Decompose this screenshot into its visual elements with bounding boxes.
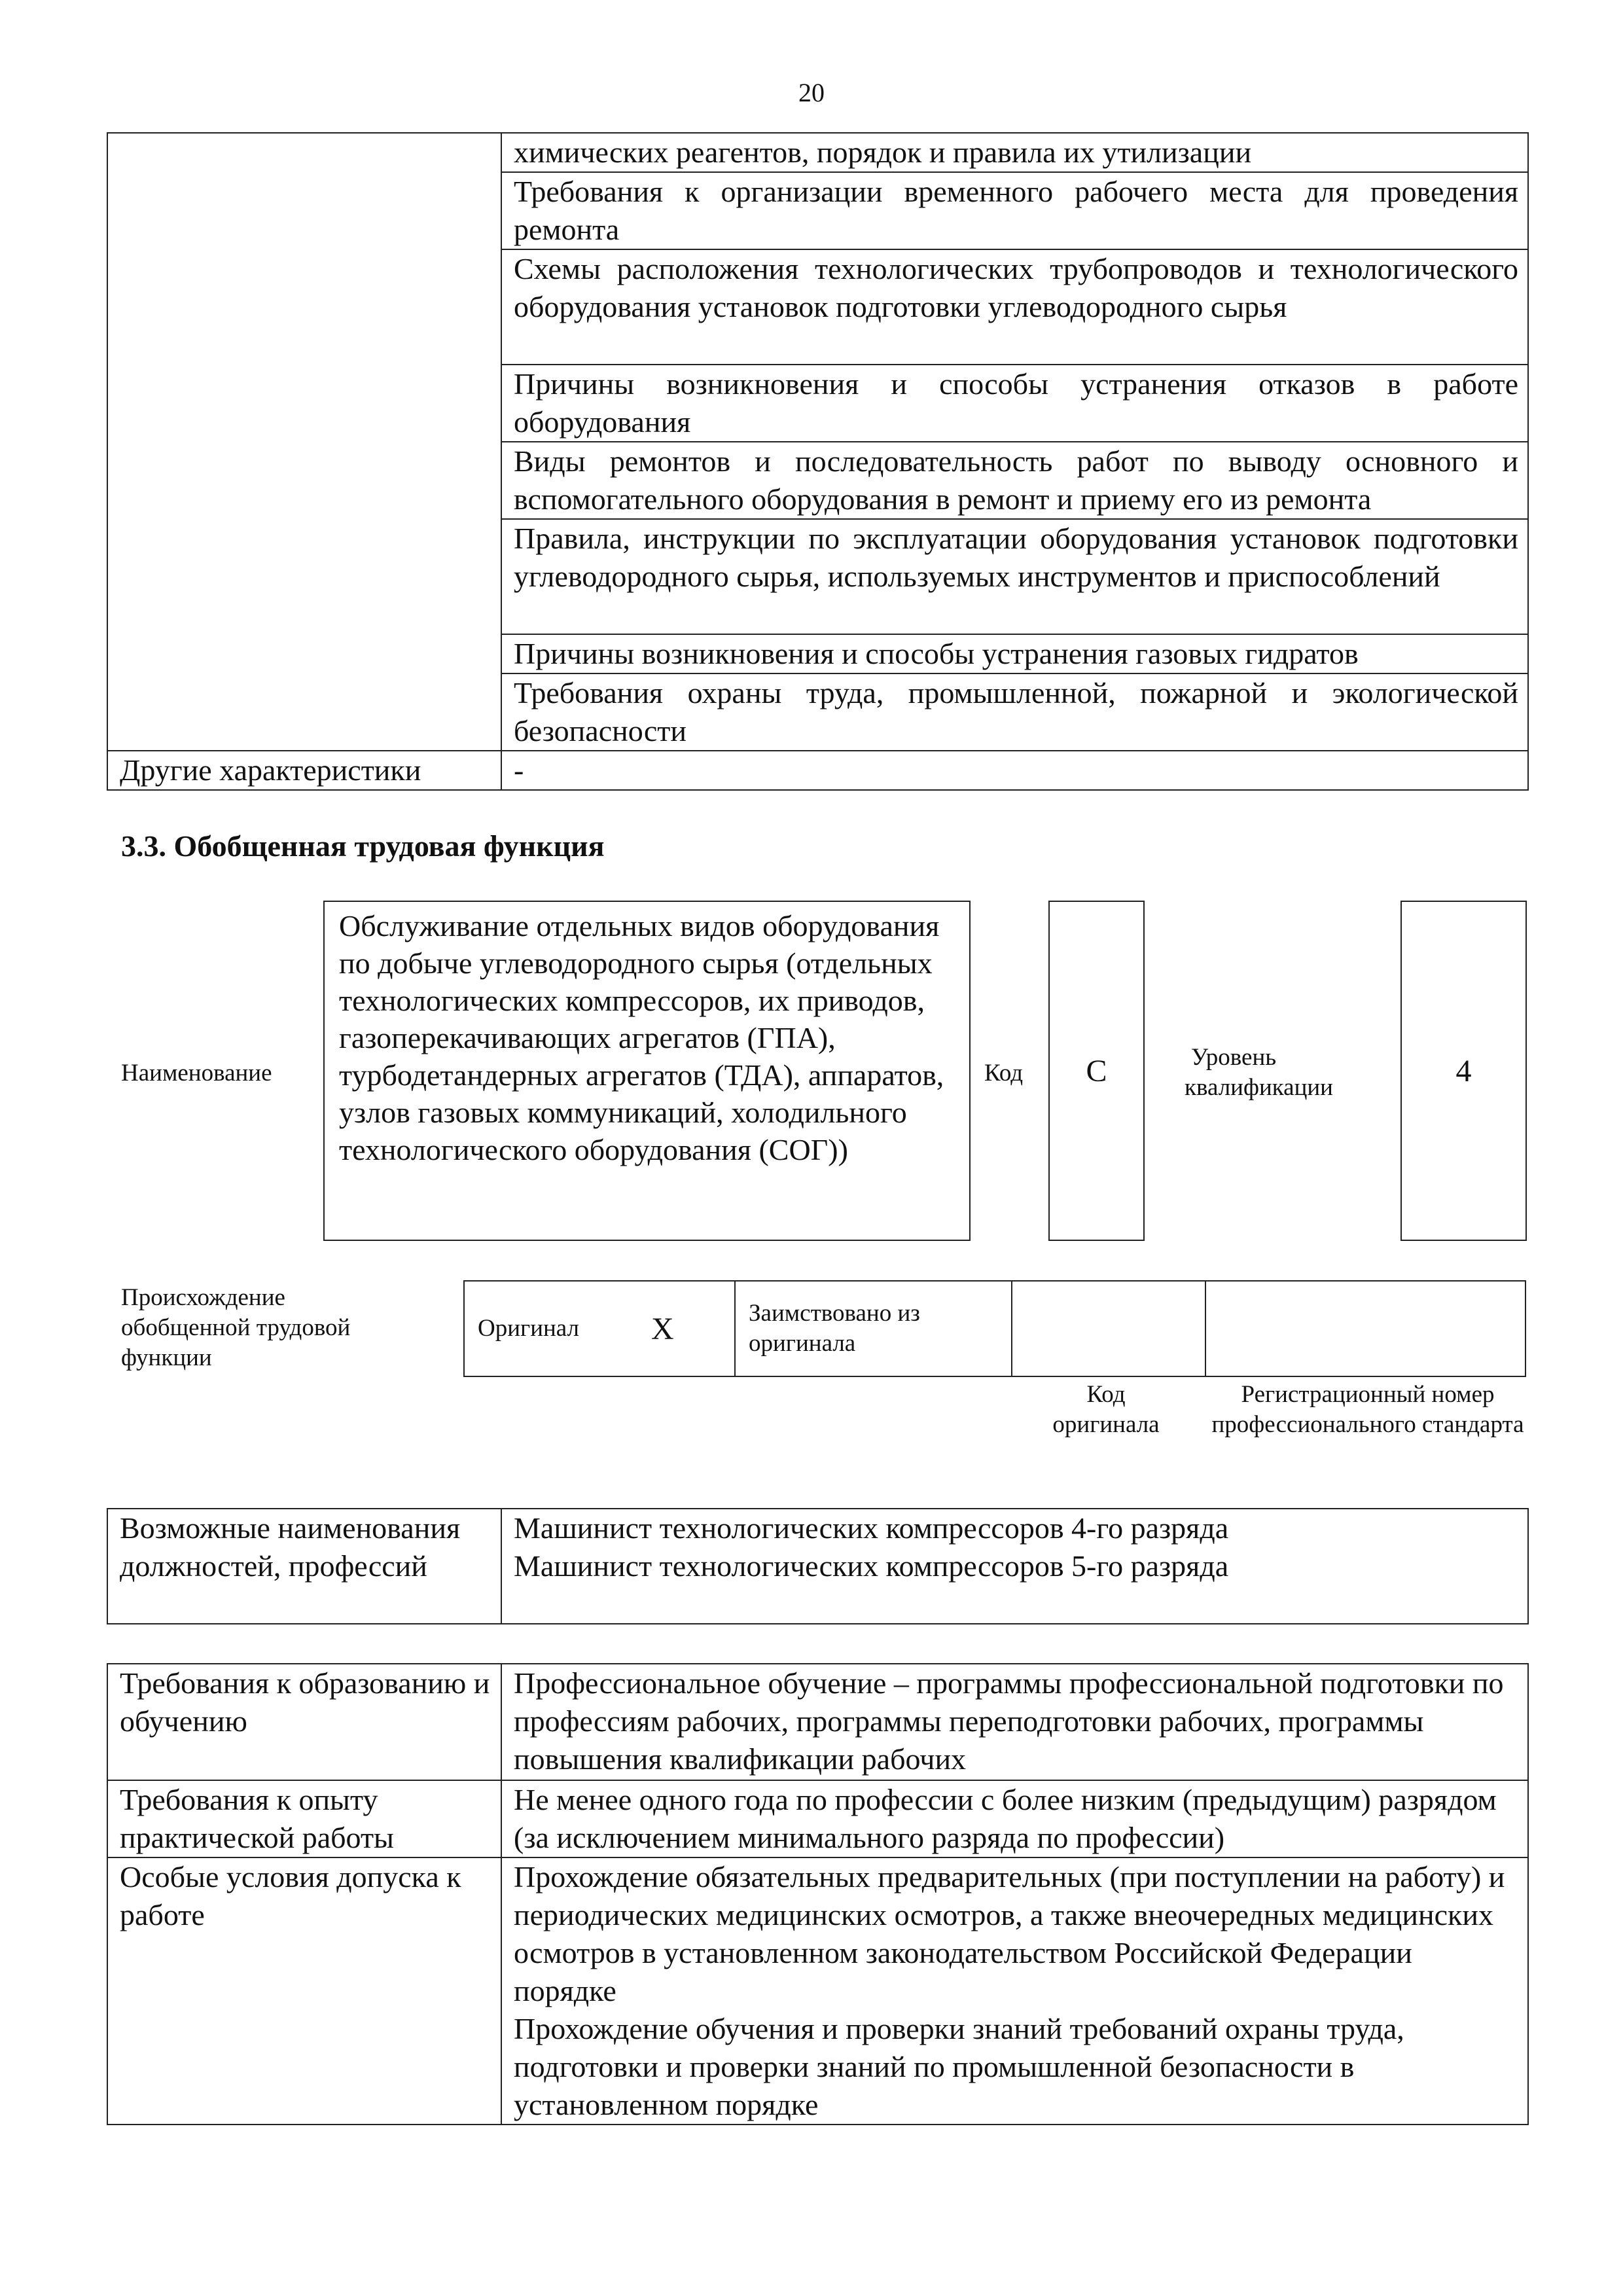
positions-label: Возможные наименования должностей, профессий <box>107 1509 501 1624</box>
knowledge-item: химических реагентов, порядок и правила их утилизации <box>501 133 1528 172</box>
original-code-cell <box>1012 1282 1206 1376</box>
experience-label: Требования к опыту практической работы <box>107 1780 501 1857</box>
knowledge-item: Причины возникновения и способы устранения газовых гидратов <box>501 634 1528 673</box>
education-value: Профессиональное обучение – программы профессиональной подготовки по профессиям рабочих, программы переподготовки рабочих, программы повышения квалификации рабочих <box>501 1664 1528 1780</box>
qualification-level-label: Уровень квалификации <box>1185 1044 1333 1101</box>
borrowed-label: Заимствовано из оригинала <box>749 1300 920 1357</box>
level-box <box>1400 901 1527 1241</box>
other-characteristics-value: - <box>501 751 1528 790</box>
knowledge-item: Требования охраны труда, промышленной, пожарной и экологической безопасности <box>501 673 1528 751</box>
knowledge-item: Схемы расположения технологических трубопроводов и технологического оборудования установок подготовки углеводородного сырья <box>501 249 1528 365</box>
knowledge-table <box>107 132 1529 791</box>
code-value: C <box>1086 1053 1107 1088</box>
code-label: Код <box>984 1060 1024 1086</box>
other-characteristics-label: Другие характеристики <box>107 751 501 790</box>
requirements-table <box>107 1663 1529 2125</box>
admission-item: Прохождение обучения и проверки знаний требований охраны труда, подготовки и проверки знаний по промышленной безопасности в установленном порядке <box>514 2012 1404 2121</box>
reg-caption: Регистрационный номер профессионального стандарта <box>1211 1381 1524 1438</box>
code-caption: Код оригинала <box>1052 1381 1160 1438</box>
knowledge-item: Виды ремонтов и последовательность работ по выводу основного и вспомогательного оборудования в ремонт и приему его из ремонта <box>501 442 1528 519</box>
empty-label-cell <box>107 133 501 751</box>
original-cell <box>465 1282 736 1376</box>
origin-label: Происхождение обобщенной трудовой функции <box>121 1284 351 1371</box>
name-label: Наименование <box>121 1060 272 1086</box>
knowledge-item: Требования к организации временного рабочего места для проведения ремонта <box>501 172 1528 249</box>
admission-values <box>501 1857 1528 2125</box>
experience-value: Не менее одного года по профессии с более низким (предыдущим) разрядом (за исключением минимального разряда по профессии) <box>501 1780 1528 1857</box>
section-title: 3.3. Обобщенная трудовая функция <box>121 829 605 863</box>
reg-number-cell <box>1206 1282 1525 1376</box>
level-value: 4 <box>1455 1053 1472 1088</box>
positions-table <box>107 1508 1529 1624</box>
position-item: Машинист технологических компрессоров 4-го разряда <box>514 1511 1229 1545</box>
original-mark: X <box>651 1311 674 1346</box>
knowledge-item: Правила, инструкции по эксплуатации оборудования установок подготовки углеводородного сырья, используемых инструментов и приспособлений <box>501 519 1528 634</box>
page-number: 20 <box>798 78 825 107</box>
education-label: Требования к образованию и обучению <box>107 1664 501 1780</box>
borrowed-cell <box>736 1282 1012 1376</box>
position-item: Машинист технологических компрессоров 5-го разряда <box>514 1549 1229 1583</box>
knowledge-item: Причины возникновения и способы устранения отказов в работе оборудования <box>501 365 1528 442</box>
code-box <box>1048 901 1145 1241</box>
admission-label: Особые условия допуска к работе <box>107 1857 501 2125</box>
positions-values <box>501 1509 1528 1624</box>
name-box <box>323 901 971 1241</box>
gtf-name-value: Обслуживание отдельных видов оборудования по добыче углеводородного сырья (отдельных технологических компрессоров, их приводов, газоперекачивающих агрегатов (ГПА), турбодетандерных агрегатов (ТДА), аппаратов, узлов газовых коммуникаций, холодильного технологического оборудования (СОГ)) <box>339 909 944 1166</box>
original-label: Оригинал <box>478 1315 580 1342</box>
admission-item: Прохождение обязательных предварительных (при поступлении на работу) и периодических медицинских осмотров, а также внеочередных медицинских осмотров в установленном законодательством Российской Федерации порядке <box>514 1860 1505 2007</box>
origin-row <box>463 1280 1526 1377</box>
